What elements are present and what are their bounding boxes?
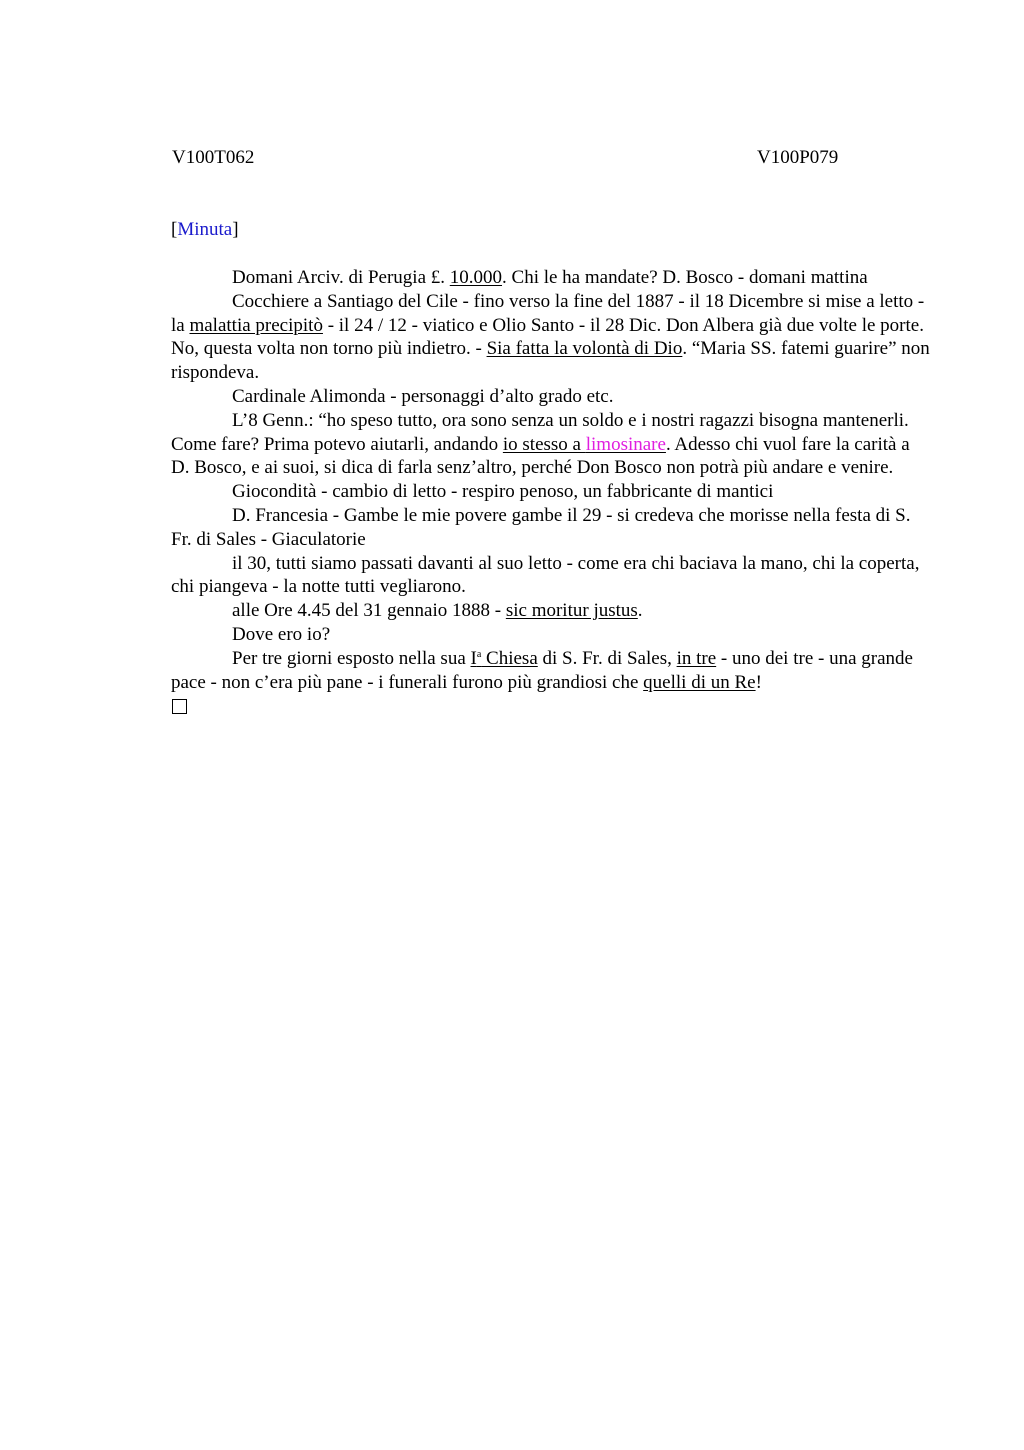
paragraph: alle Ore 4.45 del 31 gennaio 1888 - sic moritur justus. xyxy=(232,600,643,622)
paragraph: Per tre giorni esposto nella sua $I^a$ Chiesa di S. Fr. di Sales, in tre - uno dei tre - una grande pace - non c’era più pane - i funerali furono più grandiosi che quelli di un Re! xyxy=(171,647,913,693)
paragraph: Giocondità - cambio di letto - respiro penoso, un fabbricante di mantici xyxy=(232,481,774,503)
section-label: Minuta xyxy=(177,219,233,240)
document-body xyxy=(171,266,931,714)
close-bracket: ] xyxy=(232,219,239,240)
document-code-left: V100T062 xyxy=(172,147,255,168)
underlined-phrase: malattia precipitò xyxy=(189,314,323,336)
underlined-phrase: $I^a$ Chiesa xyxy=(470,647,538,669)
highlighted-word: limosinare xyxy=(585,433,666,455)
paragraph: Dove ero io? xyxy=(232,623,331,645)
paragraph: L’8 Genn.: “ho speso tutto, ora sono senza un soldo e i nostri ragazzi bisogna mantenerli. Come fare? Prima potevo aiutarli, andando io stesso a limosinare. Adesso chi vuol fare la carità a D. Bosco, e ai suoi, si dica di farla senz’altro, perché Don Bosco non potrà più andare e venire. xyxy=(171,409,910,479)
section-label-line xyxy=(171,219,239,241)
underlined-phrase: io stesso a limosinare xyxy=(502,433,666,455)
open-bracket: [ xyxy=(171,219,178,240)
paragraph: il 30, tutti siamo passati davanti al suo letto - come era chi baciava la mano, chi la coperta, chi piangeva - la notte tutti vegliarono. xyxy=(171,552,920,598)
underlined-phrase: Sia fatta la volontà di Dio xyxy=(486,338,683,360)
underlined-phrase: sic moritur justus xyxy=(505,600,638,622)
paragraph: Domani Arciv. di Perugia £. 10.000. Chi le ha mandate? D. Bosco - domani mattina xyxy=(232,267,868,288)
underlined-phrase: in tre xyxy=(676,647,717,669)
underlined-phrase: quelli di un Re xyxy=(643,671,756,693)
paragraph: Cardinale Alimonda - personaggi d’alto grado etc. xyxy=(232,385,614,407)
document-code-right: V100P079 xyxy=(757,147,839,168)
paragraph: Cocchiere a Santiago del Cile - fino verso la fine del 1887 - il 18 Dicembre si mise a letto - la malattia precipitò - il 24 / 12 - viatico e Olio Santo - il 28 Dic. Don Albera già due volte le porte. No, questa volta non torno più indietro. - Sia fatta la volontà di Dio. “Maria SS. fatemi guarire” non rispondeva. xyxy=(171,290,930,384)
underlined-amount: 10.000 xyxy=(449,267,503,288)
end-of-text-box xyxy=(172,699,187,714)
paragraph: D. Francesia - Gambe le mie povere gambe il 29 - si credeva che morisse nella festa di S. Fr. di Sales - Giaculatorie xyxy=(171,504,911,550)
